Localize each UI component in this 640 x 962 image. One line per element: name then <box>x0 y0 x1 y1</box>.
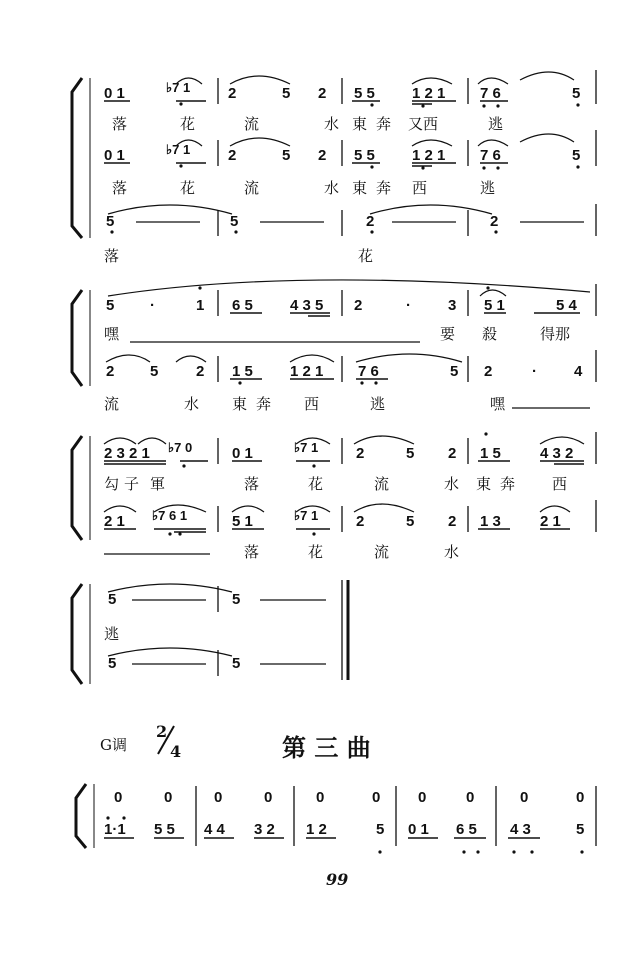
note: 2 1 <box>540 513 561 530</box>
slurs <box>106 280 590 362</box>
note: 5 <box>406 513 415 530</box>
note: 5 <box>150 363 159 380</box>
note: 2 1 <box>104 513 125 530</box>
lyric: 要 <box>440 325 456 343</box>
note: 3 2 <box>254 821 275 838</box>
lyric: 花 <box>308 475 324 493</box>
system-bracket <box>72 78 82 238</box>
lyric: 奔 <box>500 475 516 493</box>
note: 0 <box>520 789 529 806</box>
note: 5 <box>572 147 581 164</box>
note: 4 3 2 <box>540 445 574 462</box>
note: 2 <box>490 213 499 230</box>
note: 2 <box>484 363 493 380</box>
note: 5 4 <box>556 297 577 314</box>
note: 0 1 <box>104 85 125 102</box>
note: 0 1 <box>232 445 253 462</box>
lyric: 逃 <box>104 625 120 643</box>
lyric: 流 <box>374 543 390 561</box>
lyric: 逃 <box>370 395 386 413</box>
slurs <box>108 584 232 656</box>
key-signature: G调 <box>100 736 127 754</box>
system-bracket <box>76 784 86 848</box>
lyric: 流 <box>374 475 390 493</box>
note: 0 <box>466 789 475 806</box>
note: 2 3 2 1 <box>104 445 150 462</box>
note: ♭7 0 <box>168 440 193 455</box>
note: 5 <box>232 591 241 608</box>
lyric: 花 <box>180 115 196 133</box>
lyric: 流 <box>244 115 260 133</box>
note: 1 2 1 <box>290 363 324 380</box>
note: 2 <box>356 513 365 530</box>
note: 2 <box>354 297 363 314</box>
lyric: 水 <box>324 179 340 197</box>
note: 5 1 <box>232 513 253 530</box>
note: 7 6 <box>480 147 501 164</box>
lyric: 落 <box>112 179 128 197</box>
lyric: 東 <box>232 395 248 413</box>
note: 0 <box>214 789 223 806</box>
lyric: 落 <box>244 475 260 493</box>
note: 5 1 <box>484 297 505 314</box>
note: 2 <box>356 445 365 462</box>
sustain-dashes <box>132 600 326 664</box>
note: 5 <box>232 655 241 672</box>
note: 5 5 <box>154 821 175 838</box>
note: 6 5 <box>232 297 253 314</box>
note: 2 <box>448 513 457 530</box>
lyric: 水 <box>444 543 460 561</box>
lyric: 得那 <box>540 325 571 343</box>
note: 4 3 <box>510 821 531 838</box>
note: 0 <box>164 789 173 806</box>
lyric: 又西 <box>408 115 439 133</box>
lyric: 花 <box>358 247 374 265</box>
note: 5 <box>108 591 117 608</box>
note: 0 <box>316 789 325 806</box>
lyric: 勾 <box>104 475 120 493</box>
note: 0 1 <box>408 821 429 838</box>
note: 1·1 <box>104 821 126 838</box>
note: 0 <box>372 789 381 806</box>
lyric: 東 <box>352 115 368 133</box>
note: 5 <box>406 445 415 462</box>
note: 2 <box>106 363 115 380</box>
note: 5 <box>282 85 291 102</box>
note: 2 <box>318 147 327 164</box>
note: 1 2 1 <box>412 85 446 102</box>
page-number: 99 <box>326 870 349 889</box>
note: 4 <box>574 363 583 380</box>
note: 1 2 1 <box>412 147 446 164</box>
lyric: 奔 <box>376 179 392 197</box>
note: ♭7 1 <box>294 508 319 523</box>
note: 4 3 5 <box>290 297 324 314</box>
note: 5 <box>108 655 117 672</box>
lyric: 軍 <box>150 475 166 493</box>
note: 2 <box>366 213 375 230</box>
note: 5 <box>106 213 115 230</box>
system-bracket <box>72 584 82 684</box>
lyric: 落 <box>244 543 260 561</box>
note: 2 <box>196 363 205 380</box>
note: 0 <box>418 789 427 806</box>
lyric: 東 <box>476 475 492 493</box>
note: 0 1 <box>104 147 125 164</box>
underlines <box>104 101 508 166</box>
note: ♭7 6 1 <box>152 508 188 523</box>
lyric: 水 <box>184 395 200 413</box>
lyric: 奔 <box>256 395 272 413</box>
lyric: 西 <box>412 179 428 197</box>
section-title: 第 三 曲 <box>282 734 371 762</box>
system-bracket <box>72 290 82 386</box>
note: 0 <box>264 789 273 806</box>
note: 1 2 <box>306 821 327 838</box>
note: 1 3 <box>480 513 501 530</box>
lyric: 嘿 <box>104 325 120 343</box>
note: ♭7 1 <box>294 440 319 455</box>
lyric: 奔 <box>376 115 392 133</box>
underlines <box>230 313 583 380</box>
note: 2 <box>448 445 457 462</box>
note: 6 5 <box>456 821 477 838</box>
lyric: 花 <box>180 179 196 197</box>
lyric: 東 <box>352 179 368 197</box>
note: 1 5 <box>480 445 501 462</box>
note: 2 <box>228 85 237 102</box>
lyric: 逃 <box>488 115 504 133</box>
note: · <box>150 297 155 314</box>
note: 5 5 <box>354 147 375 164</box>
lyric: 落 <box>104 247 120 265</box>
note: 7 6 <box>480 85 501 102</box>
time-signature-top: 2 <box>156 722 168 741</box>
lyric: 水 <box>444 475 460 493</box>
time-signature-bottom: 4 <box>170 742 182 761</box>
note: 4 4 <box>204 821 225 838</box>
note: · <box>532 363 537 380</box>
note: 5 <box>572 85 581 102</box>
note: 5 <box>576 821 585 838</box>
lyric: 流 <box>104 395 120 413</box>
note: ♭7 1 <box>166 80 191 95</box>
note: 1 <box>196 297 205 314</box>
note: 5 5 <box>354 85 375 102</box>
bar-lines <box>218 70 596 236</box>
lyric: 殺 <box>482 325 498 343</box>
lyric: 水 <box>324 115 340 133</box>
system-bracket <box>72 436 82 540</box>
lyric: 西 <box>304 395 320 413</box>
note: 5 <box>376 821 385 838</box>
note: 5 <box>106 297 115 314</box>
note: 3 <box>448 297 457 314</box>
lyric: 花 <box>308 543 324 561</box>
note: 7 6 <box>358 363 379 380</box>
lyric: 落 <box>112 115 128 133</box>
note: · <box>406 297 411 314</box>
lyric: 逃 <box>480 179 496 197</box>
note: 0 <box>576 789 585 806</box>
note: ♭7 1 <box>166 142 191 157</box>
note: 5 <box>450 363 459 380</box>
lyric: 流 <box>244 179 260 197</box>
lyric: 子 <box>124 475 140 493</box>
note: 2 <box>318 85 327 102</box>
note: 1 5 <box>232 363 253 380</box>
note: 2 <box>228 147 237 164</box>
lyric: 西 <box>552 475 568 493</box>
lyric: 嘿 <box>490 395 506 413</box>
note: 5 <box>282 147 291 164</box>
note: 5 <box>230 213 239 230</box>
note: 0 <box>114 789 123 806</box>
